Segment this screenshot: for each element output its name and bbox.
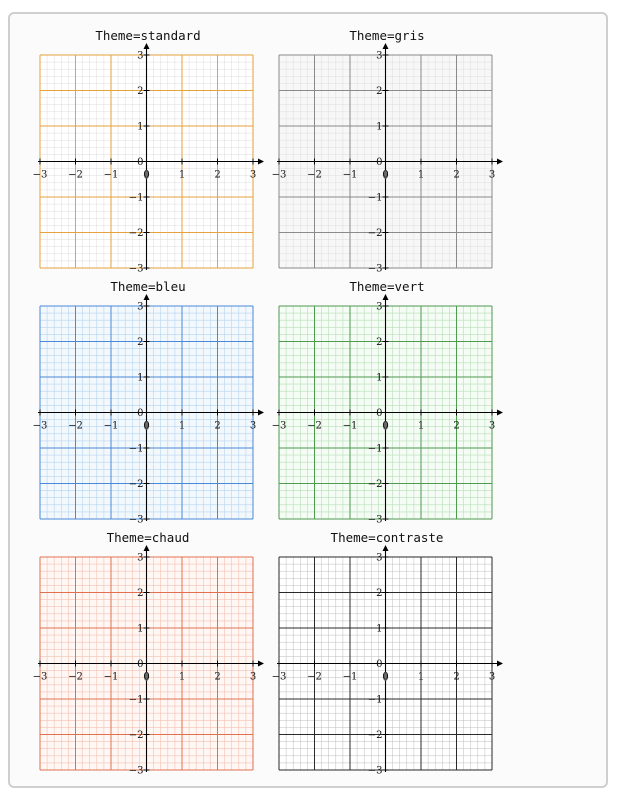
x-axis-arrow [258,159,264,165]
x-axis-arrow [258,410,264,416]
x-tick-label: −3 [271,671,287,683]
x-tick-label: 1 [178,420,186,432]
y-tick-label: 3 [137,301,144,313]
y-tick-label: −3 [367,765,383,777]
x-axis-arrow [497,159,503,165]
y-tick-label: −2 [367,479,383,490]
y-axis-arrow [383,294,389,300]
panel-standard [28,28,268,278]
panel-title: Theme=standard [95,28,201,43]
y-tick-label: −1 [128,443,144,455]
y-tick-label: 2 [376,588,383,599]
y-tick-label: −1 [367,192,383,204]
x-tick-label: 0 [382,420,389,432]
y-tick-label: 1 [376,121,383,133]
y-tick-label: −1 [128,192,144,204]
y-tick-label: 3 [137,50,144,62]
x-tick-label: 3 [488,169,496,181]
y-tick-label: 0 [137,408,144,419]
panel-title: Theme=vert [349,279,425,294]
y-tick-label: 2 [137,86,144,97]
x-tick-label: −1 [103,671,119,683]
y-tick-label: 0 [137,157,144,168]
y-tick-label: −2 [367,228,383,239]
panel-gris [267,28,507,278]
y-tick-label: 2 [137,588,144,599]
x-tick-label: −3 [32,169,48,181]
x-tick-label: 1 [178,671,186,683]
y-tick-label: 0 [376,157,383,168]
grid-plot-gris [267,28,507,278]
x-axis-arrow [497,410,503,416]
y-tick-label: −3 [128,263,144,275]
panel-contraste [267,530,507,780]
y-tick-label: 1 [137,372,144,384]
y-tick-label: 2 [137,337,144,348]
y-tick-label: 3 [376,552,383,564]
x-tick-label: −2 [68,671,83,683]
x-tick-label: −2 [68,169,83,181]
y-tick-label: −3 [367,263,383,275]
grid-plot-contraste [267,530,507,780]
y-tick-label: 3 [376,301,383,313]
y-tick-label: −2 [128,730,144,741]
x-tick-label: 2 [214,420,221,432]
x-tick-label: 0 [382,169,389,181]
grid-plot-chaud [28,530,268,780]
x-tick-label: 2 [453,420,460,432]
x-tick-label: 1 [178,169,186,181]
grid-plot-vert [267,279,507,529]
x-tick-label: −1 [342,420,358,432]
y-tick-label: 0 [137,659,144,670]
y-tick-label: −2 [128,479,144,490]
x-tick-label: 1 [417,420,425,432]
x-tick-label: −3 [32,420,48,432]
x-tick-label: −3 [32,671,48,683]
y-tick-label: 3 [137,552,144,564]
x-tick-label: 0 [382,671,389,683]
x-axis-arrow [258,661,264,667]
x-tick-label: −2 [307,169,322,181]
x-tick-label: 2 [214,169,221,181]
y-tick-label: −2 [128,228,144,239]
x-tick-label: 3 [488,671,496,683]
y-axis-arrow [144,294,150,300]
panel-title: Theme=bleu [110,279,186,294]
y-tick-label: 1 [137,623,144,635]
y-axis-arrow [144,545,150,551]
y-tick-label: 1 [376,623,383,635]
y-tick-label: 1 [137,121,144,133]
x-tick-label: −3 [271,169,287,181]
y-tick-label: 0 [376,408,383,419]
y-tick-label: −2 [367,730,383,741]
grid-plot-standard [28,28,268,278]
x-tick-label: 0 [143,169,150,181]
x-tick-label: −1 [342,169,358,181]
x-tick-label: −3 [271,420,287,432]
y-tick-label: −1 [128,694,144,706]
panel-title: Theme=chaud [106,530,190,545]
x-tick-label: 3 [249,671,257,683]
panel-chaud [28,530,268,780]
x-tick-label: 0 [143,671,150,683]
panel-title: Theme=contraste [330,530,444,545]
y-tick-label: −3 [128,514,144,526]
panel-vert [267,279,507,529]
x-tick-label: −1 [103,169,119,181]
x-tick-label: −2 [68,420,83,432]
x-tick-label: −1 [342,671,358,683]
y-tick-label: 1 [376,372,383,384]
x-tick-label: 1 [417,169,425,181]
x-tick-label: 3 [488,420,496,432]
x-tick-label: 2 [214,671,221,683]
y-tick-label: 2 [376,86,383,97]
x-tick-label: −1 [103,420,119,432]
y-tick-label: −1 [367,694,383,706]
panel-title: Theme=gris [349,28,425,43]
x-tick-label: 3 [249,420,257,432]
y-axis-arrow [144,43,150,49]
x-tick-label: −2 [307,420,322,432]
y-axis-arrow [383,43,389,49]
y-tick-label: 0 [376,659,383,670]
panel-bleu [28,279,268,529]
y-tick-label: −3 [367,514,383,526]
y-tick-label: −3 [128,765,144,777]
y-axis-arrow [383,545,389,551]
y-tick-label: 2 [376,337,383,348]
x-tick-label: −2 [307,671,322,683]
x-axis-arrow [497,661,503,667]
x-tick-label: 1 [417,671,425,683]
grid-plot-bleu [28,279,268,529]
y-tick-label: −1 [367,443,383,455]
x-tick-label: 0 [143,420,150,432]
x-tick-label: 2 [453,671,460,683]
y-tick-label: 3 [376,50,383,62]
x-tick-label: 3 [249,169,257,181]
x-tick-label: 2 [453,169,460,181]
